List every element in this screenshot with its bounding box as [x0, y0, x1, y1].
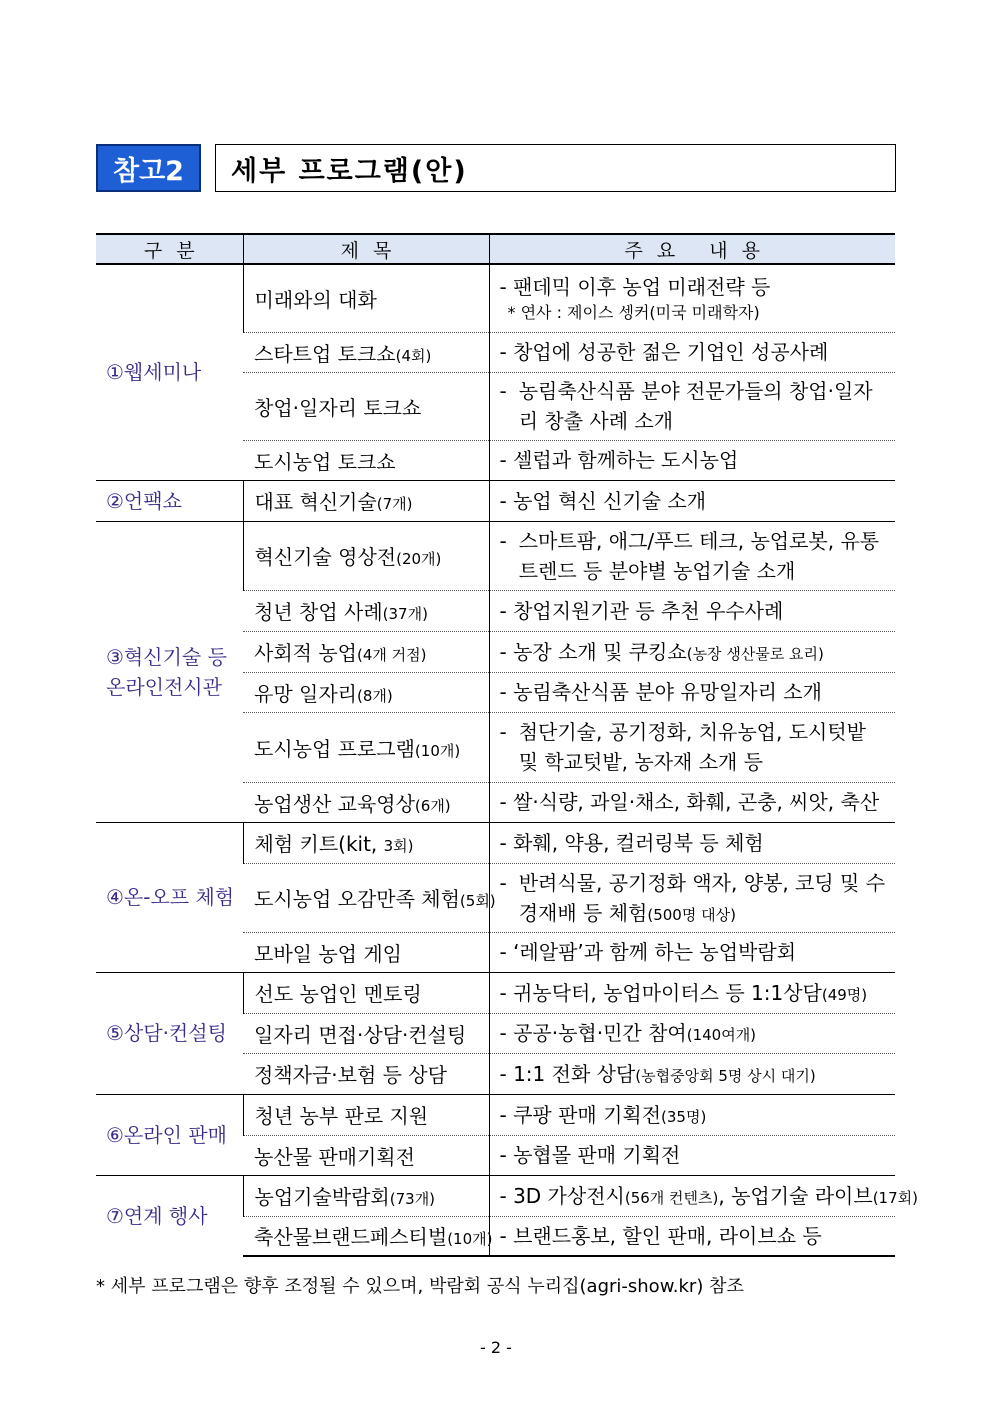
row-desc: - 창업에 성공한 젊은 기업인 성공사례	[489, 332, 895, 372]
desc-text: 반려식물, 공기정화 액자, 양봉, 코딩 및 수경재배 등 체험	[518, 870, 886, 925]
title-main: 체험 키트(kit,	[254, 832, 384, 856]
title-small: (10개)	[447, 1230, 493, 1249]
row-desc: - 농업 혁신 신기술 소개	[489, 480, 895, 521]
row-title	[243, 332, 489, 372]
desc-main: - 농장 소개 및 쿠킹쇼	[499, 639, 687, 664]
row-title	[243, 521, 489, 590]
title-main: 대표 혁신기술	[254, 490, 377, 514]
category-webseminar: ①웹세미나	[106, 360, 202, 385]
row-title	[243, 631, 489, 672]
desc-small: (농장 생산물로 요리)	[686, 644, 824, 663]
title-main: 사회적 농업	[254, 641, 357, 665]
title-small: (8개)	[356, 686, 393, 705]
title-main: 축산물브랜드페스티벌	[254, 1225, 448, 1250]
row-desc	[489, 1094, 895, 1135]
category-unpack: ②언팩쇼	[96, 480, 243, 521]
desc-main: - 공공·농협·민간 참여	[499, 1021, 687, 1045]
row-title	[243, 782, 489, 822]
row-title: 모바일 농업 게임	[243, 932, 489, 972]
desc-text: 농림축산식품 분야 전문가들의 창업·일자리 창출 사례 소개	[518, 379, 873, 433]
title-main: 혁신기술 영상전	[254, 545, 397, 569]
category-consulting: ⑤상담·컨설팅	[96, 972, 243, 1094]
table-row	[96, 972, 895, 1013]
title-small: (20개)	[396, 550, 442, 568]
desc-small: (35명)	[661, 1107, 707, 1126]
row-title	[243, 672, 489, 712]
desc-small-2: (17회)	[872, 1188, 918, 1207]
row-desc	[489, 1175, 918, 1216]
row-title	[243, 822, 489, 863]
header-category: 구분	[96, 234, 243, 264]
table-row	[96, 1175, 895, 1216]
row-desc: - ‘레알팜’과 함께 하는 농업박람회	[489, 932, 895, 972]
row-title	[243, 1216, 493, 1256]
desc-text: 첨단기술, 공기정화, 치유농업, 도시텃밭 및 학교텃밭, 농자재 소개 등	[518, 720, 866, 774]
row-title: 미래와의 대화	[243, 264, 489, 332]
row-title: 농산물 판매기획전	[243, 1135, 489, 1175]
title-main: 농업생산 교육영상	[254, 791, 415, 816]
title-small: (7개)	[376, 495, 413, 513]
title-small: (4회)	[395, 346, 432, 365]
row-title: 창업·일자리 토크쇼	[243, 372, 489, 440]
desc-small: (56개 컨텐츠)	[624, 1188, 719, 1207]
row-title: 정책자금·보험 등 상담	[243, 1053, 489, 1094]
row-title	[243, 480, 489, 521]
page-title: 세부 프로그램(안)	[215, 144, 896, 192]
row-title: 청년 농부 판로 지원	[243, 1094, 489, 1135]
row-desc-main: - 팬데믹 이후 농업 미래전략 등	[499, 275, 771, 300]
header-content: 주요 내용	[489, 234, 895, 264]
row-desc: - 첨단기술, 공기정화, 치유농업, 도시텃밭 및 학교텃밭, 농자재 소개 등	[489, 712, 895, 782]
row-title	[243, 1175, 489, 1216]
table-row	[96, 264, 895, 332]
row-desc: - 스마트팜, 애그/푸드 테크, 농업로봇, 유통트렌드 등 분야별 농업기술 소개	[489, 521, 895, 590]
title-small: (37개)	[382, 605, 428, 623]
row-title	[243, 863, 496, 932]
row-title	[243, 712, 489, 782]
category-linked-events: ⑦연계 행사	[96, 1175, 243, 1256]
row-title	[243, 590, 489, 631]
desc-main: - 3D 가상전시	[499, 1183, 625, 1208]
row-title: 도시농업 토크쇼	[243, 440, 489, 480]
table-row	[96, 1094, 895, 1135]
header-title: 제목	[243, 234, 489, 264]
row-desc: - 셀럽과 함께하는 도시농업	[489, 440, 895, 480]
row-desc-note: * 연사 : 제이스 셍커(미국 미래학자)	[507, 303, 760, 323]
desc-small: (49명)	[821, 985, 868, 1004]
desc-small: (140여개)	[686, 1026, 757, 1044]
title-small: (4개 거점)	[356, 646, 427, 664]
row-desc: - 농협몰 판매 기획전	[489, 1135, 895, 1175]
title-main: 유망 일자리	[254, 681, 357, 706]
row-desc	[489, 972, 895, 1013]
table-row	[96, 521, 895, 590]
title-small: (10개)	[414, 741, 461, 760]
category-line: ③혁신기술 등	[106, 644, 227, 669]
title-small: (73개)	[389, 1190, 436, 1208]
title-small: 3회)	[383, 837, 414, 855]
title-main: 도시농업 오감만족 체험	[254, 887, 460, 911]
title-main: 청년 창업 사례	[254, 600, 383, 624]
desc-main: - 쿠팡 판매 기획전	[499, 1102, 662, 1127]
title-main: 도시농업 프로그램	[254, 736, 415, 761]
reference-tag: 참고2	[96, 144, 201, 192]
category-online-sales: ⑥온라인 판매	[96, 1094, 243, 1175]
row-desc	[489, 631, 895, 672]
category-on-off-experience: ④온-오프 체험	[96, 822, 243, 972]
row-desc: - 화훼, 약용, 컬러링북 등 체험	[489, 822, 895, 863]
desc-small: (농협중앙회 5명 상시 대기)	[635, 1066, 816, 1085]
row-title: 선도 농업인 멘토링	[243, 972, 489, 1013]
row-desc: - 브랜드홍보, 할인 판매, 라이브쇼 등	[489, 1216, 895, 1256]
desc-text: 스마트팜, 애그/푸드 테크, 농업로봇, 유통트렌드 등 분야별 농업기술 소개	[518, 528, 880, 583]
row-desc: - 창업지원기관 등 추천 우수사례	[489, 590, 895, 631]
row-desc	[489, 1013, 895, 1053]
page-number: - 2 -	[480, 1338, 512, 1357]
desc-main-2: , 농업기술 라이브	[718, 1183, 873, 1208]
program-table	[96, 233, 918, 1257]
footnote: * 세부 프로그램은 향후 조정될 수 있으며, 박람회 공식 누리집(agri-show.kr) 참조	[96, 1276, 744, 1297]
row-desc: - 농림축산식품 분야 전문가들의 창업·일자리 창출 사례 소개	[489, 372, 895, 440]
row-desc	[489, 1053, 895, 1094]
title-small: (5회)	[459, 892, 496, 910]
desc-main: - 귀농닥터, 농업마이터스 등 1:1상담	[499, 980, 822, 1005]
desc-main: - 1:1 전화 상담	[499, 1061, 636, 1086]
row-title: 일자리 면접·상담·컨설팅	[243, 1013, 489, 1053]
row-desc	[489, 264, 895, 332]
table-row	[96, 480, 895, 521]
desc-small: (500명 대상)	[647, 905, 736, 924]
row-desc: - 쌀·식량, 과일·채소, 화훼, 곤충, 씨앗, 축산	[489, 782, 895, 822]
table-row	[96, 822, 895, 863]
table-header-row	[96, 234, 895, 264]
title-small: (6개)	[414, 796, 451, 815]
row-desc: - 농림축산식품 분야 유망일자리 소개	[489, 672, 895, 712]
category-online-exhibition	[96, 521, 243, 822]
title-main: 스타트업 토크쇼	[254, 341, 396, 366]
row-desc: - 반려식물, 공기정화 액자, 양봉, 코딩 및 수경재배 등 체험(500명 대상)	[489, 863, 895, 932]
title-main: 농업기술박람회	[254, 1185, 390, 1209]
category-line: 온라인전시관	[106, 674, 222, 699]
